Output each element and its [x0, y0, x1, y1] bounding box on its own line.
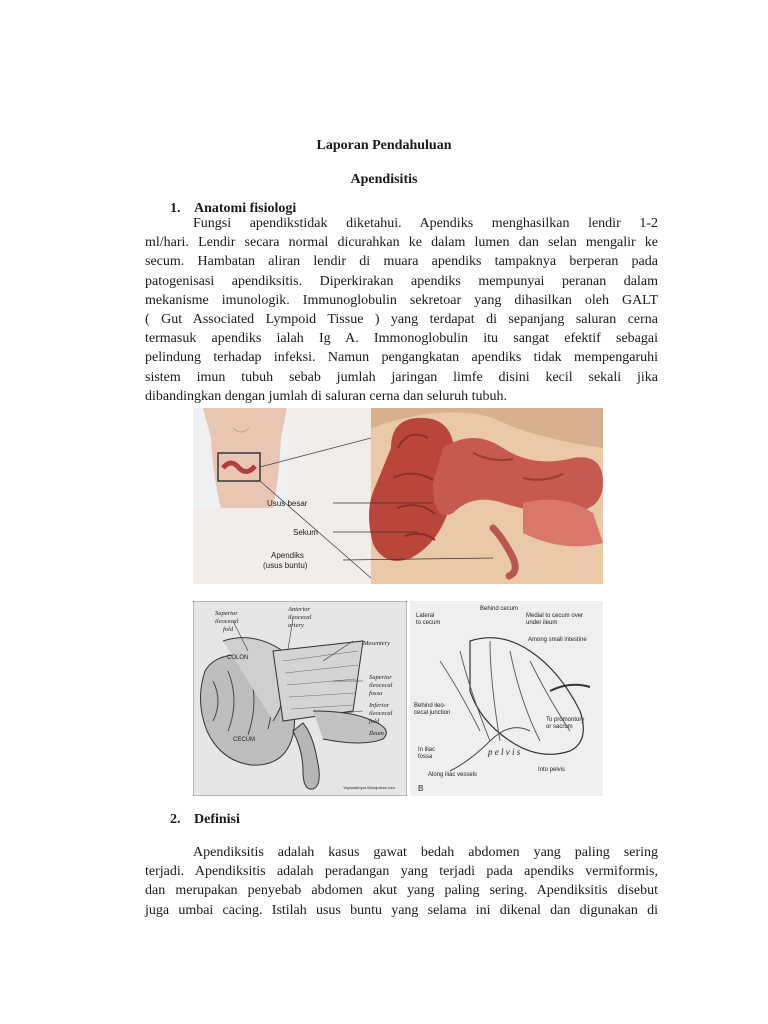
- label-inferior-fold: Inferior: [369, 702, 390, 709]
- paragraph-line: ( Gut Associated Lympoid Tissue ) yang terdapat di sepanjang saluran cerna: [145, 312, 658, 328]
- section-heading-text: Anatomi fisiologi: [194, 201, 297, 216]
- section-number: 1.: [170, 201, 181, 216]
- paragraph-line: Fungsi apendikstidak diketahui. Apendiks menghasilkan lendir 1-2: [193, 216, 658, 231]
- label-iliac-fossa-2: fossa: [418, 754, 433, 760]
- paragraph-line: sistem imun tubuh sebab jumlah jaringan limfe disini kecil sekali jika: [145, 369, 658, 385]
- label-superior-fossa-2: ileocecal: [369, 682, 393, 689]
- appendix-positions-sketch: [410, 601, 603, 796]
- label-apendiks: Apendiks: [271, 551, 304, 560]
- paragraph-line: termasuk apendiks ialah Ig A. Immonoglobulin itu sangat efektif sebagai: [145, 331, 658, 347]
- label-pelvis: p e l v i s: [488, 747, 521, 757]
- label-iliac-fossa: In iliac: [418, 747, 436, 753]
- paragraph-line: juga umbai cacing. Istilah usus buntu yang selama ini dikenal dan digunakan di: [145, 902, 658, 918]
- document-subtitle: Apendisitis: [350, 172, 418, 187]
- section-number: 2.: [170, 812, 181, 827]
- label-superior-fold: Superior: [215, 610, 238, 617]
- label-behind-ileocecal: Behind ileo-: [414, 703, 446, 709]
- label-cecum: CECUM: [233, 737, 255, 743]
- label-lateral-to-cecum: Lateral: [416, 613, 435, 619]
- label-among-small-intestine: Among small intestine: [528, 637, 587, 643]
- paragraph-line: secum. Hambatan aliran lendir di muara apendiks tampaknya berperan pada: [145, 254, 658, 270]
- label-anterior-artery-3: artery: [288, 622, 304, 629]
- document-title: Laporan Pendahuluan: [316, 138, 452, 153]
- paragraph-line: mekanisme imunologik. Immunoglobulin sekretoar yang dihasilkan oleh GALT: [145, 292, 658, 308]
- section-heading-text: Definisi: [194, 812, 240, 827]
- paragraph-line: terjadi. Apendiksitis adalah peradangan yang terjadi pada apendiks vermiformis,: [145, 864, 658, 880]
- paragraph-line: ml/hari. Lendir secara normal dicurahkan ke dalam lumen dan selan mengalir ke: [145, 235, 658, 251]
- label-anterior-artery: Anterior: [288, 606, 311, 613]
- label-superior-fold-2: ileocecal: [215, 618, 239, 625]
- ileocecal-anatomy-drawing: [193, 601, 407, 796]
- label-inferior-fold-3: fold: [369, 718, 380, 725]
- paragraph-anatomi: [145, 214, 658, 406]
- label-anterior-artery-2: ileocecal: [288, 614, 312, 621]
- label-behind-ileocecal-2: cecal junction: [414, 710, 451, 716]
- image-credit: Yayanakhyar.Wordpress.com: [343, 785, 395, 790]
- label-usus-buntu: (usus buntu): [263, 561, 308, 570]
- label-superior-fold-3: fold: [223, 626, 234, 633]
- paragraph-line: dan merupakan penyebab abdomen akut yang paling sering. Apendiksitis disebut: [145, 883, 658, 899]
- label-along-iliac-vessels: Along iliac vessels: [428, 772, 478, 778]
- paragraph-line: Apendiksitis adalah kasus gawat bedah abdomen yang paling sering: [193, 845, 658, 860]
- label-b: B: [418, 784, 424, 793]
- label-superior-fossa: Superior: [369, 674, 392, 681]
- label-ileum: Ileum: [369, 730, 384, 737]
- label-colon: COLON: [227, 655, 249, 661]
- label-to-promontory: To promontory: [546, 717, 585, 723]
- label-to-promontory-2: or sacrum: [546, 724, 573, 730]
- label-medial-to-cecum: Medial to cecum over: [526, 613, 584, 619]
- label-into-pelvis: Into pelvis: [538, 767, 566, 773]
- label-behind-cecum: Behind cecum: [480, 606, 519, 612]
- label-inferior-fold-2: ileocecal: [369, 710, 393, 717]
- label-usus-besar: Usus besar: [267, 499, 308, 508]
- label-superior-fossa-3: fossa: [369, 690, 383, 697]
- paragraph-line: pelindung terhadap infeksi. Namun pengangkatan apendiks tidak mempengaruhi: [145, 350, 658, 366]
- paragraph-line: dibandingkan dengan jumlah di saluran cerna dan seluruh tubuh.: [145, 388, 507, 404]
- label-lateral-to-cecum-2: to cecum: [416, 620, 441, 626]
- label-mesentery: Mesentery: [363, 640, 391, 647]
- paragraph-line: patogenisasi apendiksitis. Diperkirakan apendiks mempunyai peranan dalam: [145, 273, 658, 289]
- appendix-color-illustration: [193, 408, 603, 584]
- label-medial-to-cecum-2: under ileum: [526, 620, 558, 626]
- paragraph-definisi: [145, 843, 658, 920]
- section-heading-definisi: [170, 812, 240, 828]
- label-sekum: Sekum: [293, 528, 318, 537]
